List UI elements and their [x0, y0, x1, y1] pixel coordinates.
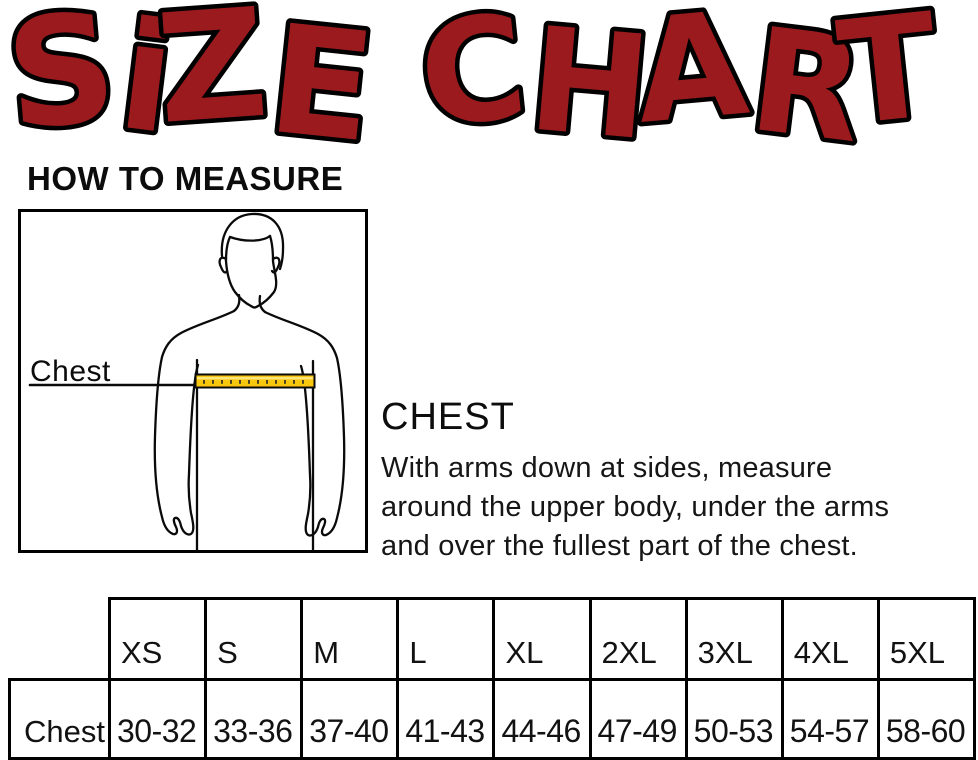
chest-instructions-line: and over the fullest part of the chest. — [381, 530, 858, 562]
chest-instructions-line: around the upper body, under the arms — [381, 491, 890, 523]
title-word-size — [0, 0, 380, 176]
chest-row-label: Chest — [10, 680, 110, 759]
size-col-header-2xl: 2XL — [590, 599, 686, 680]
chest-value-xl: 44-46 — [494, 680, 590, 759]
chest-value-4xl: 54-57 — [782, 680, 878, 759]
left-arm-outline — [155, 311, 234, 535]
size-col-header-3xl: 3XL — [686, 599, 782, 680]
title-word-size-text: SiZE — [0, 0, 377, 176]
chest-section-heading: CHEST — [381, 396, 515, 438]
right-sideburn-line — [270, 236, 273, 261]
chest-value-l: 41-43 — [398, 680, 494, 759]
face-outline — [226, 261, 276, 308]
page-title — [0, 0, 978, 176]
chest-value-2xl: 47-49 — [590, 680, 686, 759]
size-col-header-l: L — [398, 599, 494, 680]
size-table-empty-corner — [10, 599, 110, 680]
size-table — [8, 597, 976, 760]
measuring-tape — [196, 375, 315, 388]
chest-value-m: 37-40 — [302, 680, 398, 759]
how-to-measure-heading: HOW TO MEASURE — [27, 160, 344, 197]
measuring-tape-stripe — [197, 377, 313, 379]
title-word-chart — [412, 0, 970, 174]
diagram-chest-label: Chest — [30, 355, 111, 388]
size-col-header-4xl: 4XL — [782, 599, 878, 680]
size-col-header-xl: XL — [494, 599, 590, 680]
size-col-header-xs: XS — [110, 599, 206, 680]
size-col-header-m: M — [302, 599, 398, 680]
chest-value-xs: 30-32 — [110, 680, 206, 759]
size-col-header-s: S — [206, 599, 302, 680]
chest-value-3xl: 50-53 — [686, 680, 782, 759]
size-col-header-5xl: 5XL — [878, 599, 974, 680]
chest-value-5xl: 58-60 — [878, 680, 974, 759]
measurement-diagram — [18, 209, 368, 553]
chest-value-s: 33-36 — [206, 680, 302, 759]
right-arm-outline — [265, 312, 344, 536]
left-sideburn-line — [226, 237, 230, 261]
title-word-chart-text: CHART — [412, 0, 941, 174]
hair-fringe-line — [230, 236, 270, 241]
chest-instructions — [381, 449, 889, 566]
chest-measurements-row — [10, 680, 975, 759]
chest-instructions-line: With arms down at sides, measure — [381, 452, 833, 484]
size-table-header-row — [10, 599, 975, 680]
